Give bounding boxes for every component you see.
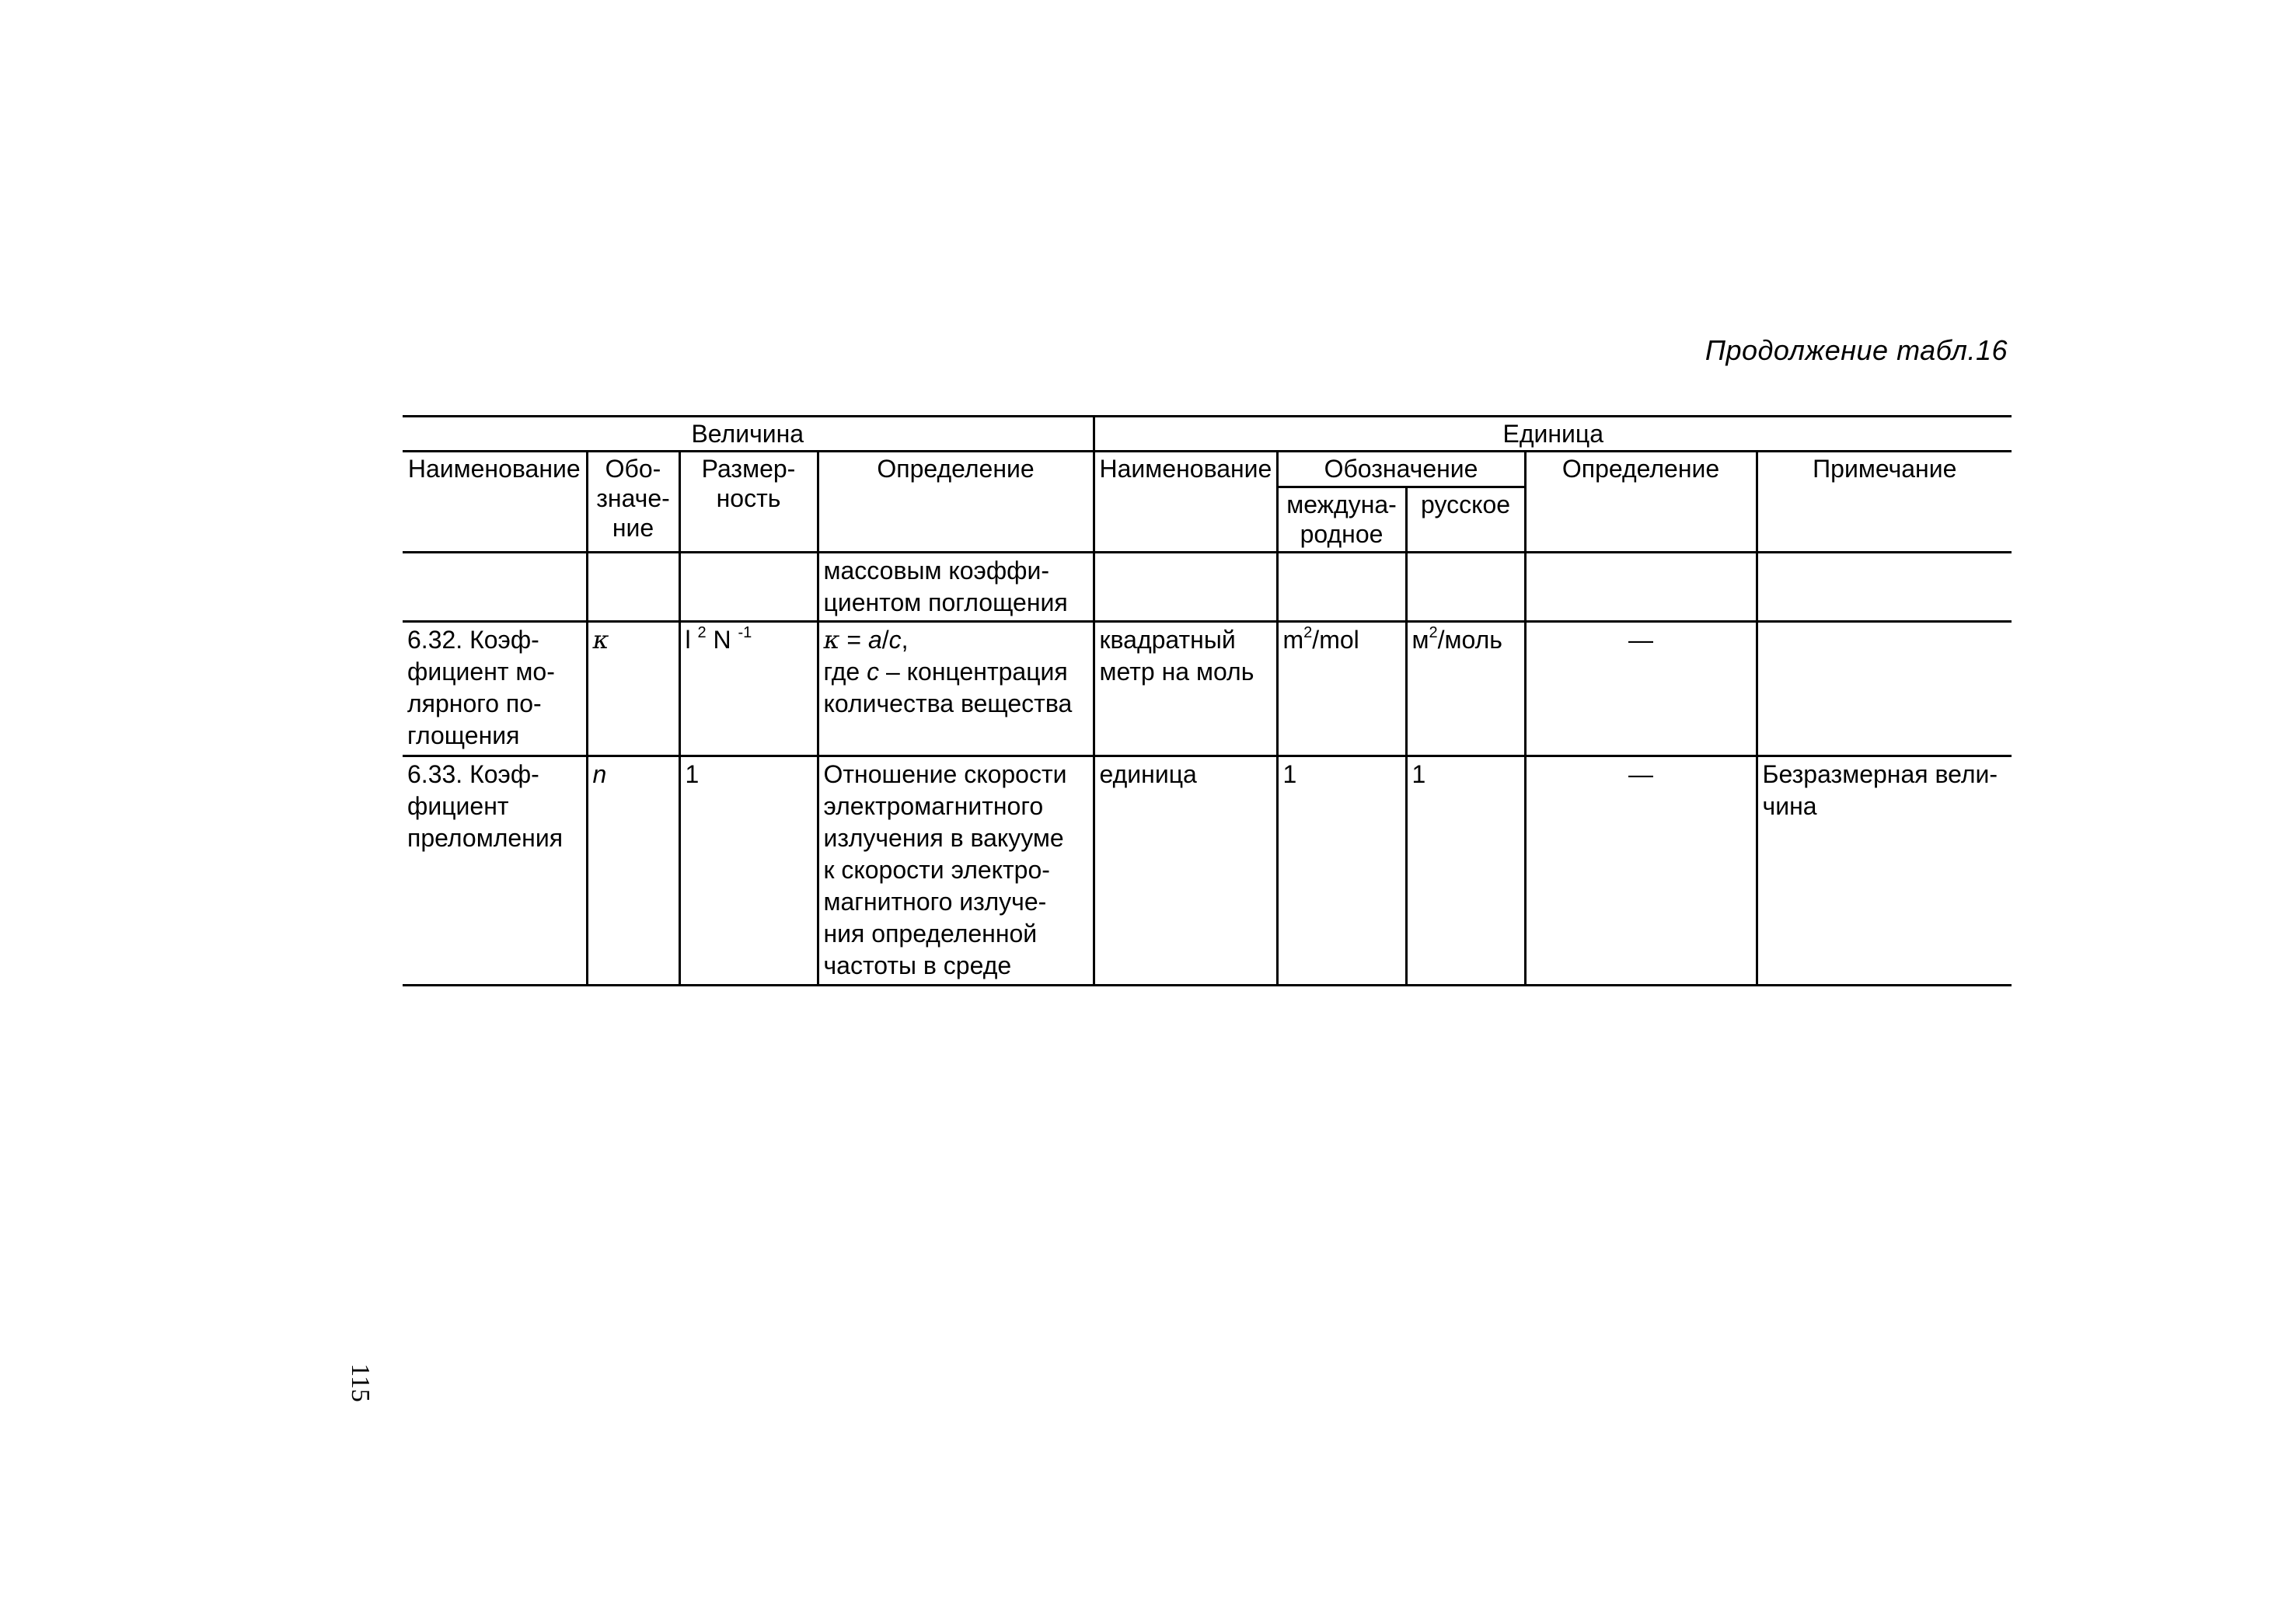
- cell-unit-definition: [1525, 553, 1757, 622]
- table-row: [403, 622, 2012, 756]
- cell-unit-intl: [1277, 622, 1406, 756]
- header-symbol-line1: Обо-: [605, 455, 661, 483]
- header-quantity-dimension: [679, 452, 818, 553]
- dim-l: l: [685, 626, 691, 654]
- definition-line: ния определенной: [823, 920, 1038, 948]
- rus-base: м: [1411, 626, 1429, 654]
- dim-n: N: [713, 626, 731, 654]
- dim-n-exponent: -1: [738, 624, 752, 642]
- cell-unit-intl: 1: [1277, 756, 1406, 986]
- where-word: где: [823, 658, 867, 686]
- rus-exponent: 2: [1429, 624, 1438, 642]
- cell-note: [1757, 622, 2012, 756]
- header-unit-note: Примечание: [1757, 452, 2012, 553]
- intl-base: m: [1282, 626, 1304, 654]
- symbol-n: n: [592, 760, 607, 788]
- cell-definition: [818, 622, 1094, 756]
- formula-c: c: [888, 626, 902, 654]
- definition-line: массовым коэффи-: [823, 557, 1050, 585]
- name-line: лярного по-: [407, 689, 542, 717]
- cell-dimension: [679, 553, 818, 622]
- definition-formula: [824, 624, 1088, 656]
- header-unit-designation: Обозначение: [1277, 452, 1525, 487]
- name-line: глощения: [407, 721, 520, 749]
- cell-unit-intl: [1277, 553, 1406, 622]
- header-quantity-group: Величина: [403, 417, 1094, 452]
- page-number: 115: [345, 1363, 375, 1402]
- cell-note: [1757, 756, 2012, 986]
- note-line: Безразмерная вели-: [1762, 760, 1998, 788]
- cell-definition: [818, 756, 1094, 986]
- formula-kappa: κ: [823, 625, 840, 654]
- header-quantity-symbol: [587, 452, 679, 553]
- name-line: фициент мо-: [407, 658, 555, 686]
- cell-name: [403, 553, 587, 622]
- unit-name-line: метр на моль: [1099, 658, 1254, 686]
- definition-line: количества вещества: [823, 689, 1073, 717]
- definition-line: частоты в среде: [823, 951, 1012, 979]
- intl-rest: /mol: [1312, 626, 1359, 654]
- cell-unit-russian: [1406, 553, 1525, 622]
- name-line: преломления: [407, 824, 564, 852]
- table-row: [403, 553, 2012, 622]
- cell-symbol: [587, 622, 679, 756]
- header-dimension-line1: Размер-: [701, 455, 796, 483]
- name-line: 6.33. Коэф-: [407, 760, 539, 788]
- cell-unit-name: [1094, 553, 1277, 622]
- header-row-groups: [403, 417, 2012, 452]
- cell-note: [1757, 553, 2012, 622]
- header-designation-russian: русское: [1406, 487, 1525, 553]
- table-caption: Продолжение табл.16: [1705, 334, 2008, 366]
- unit-name-line: квадратный: [1099, 626, 1236, 654]
- where-c: c: [867, 658, 880, 686]
- cell-unit-russian: [1406, 622, 1525, 756]
- formula-comma: ,: [901, 626, 909, 654]
- header-quantity-definition: Определение: [818, 452, 1094, 553]
- dim-l-exponent: 2: [697, 624, 707, 642]
- cell-symbol: [587, 553, 679, 622]
- formula-a: a: [867, 626, 882, 654]
- cell-symbol: [587, 756, 679, 986]
- header-symbol-line2: значе-: [596, 484, 670, 512]
- symbol-kappa: κ: [592, 625, 609, 654]
- header-dimension-line2: ность: [716, 484, 781, 512]
- cell-name: [403, 622, 587, 756]
- header-symbol-line3: ние: [612, 514, 654, 542]
- intl-exponent: 2: [1303, 624, 1313, 642]
- definition-line: излучения в вакууме: [823, 824, 1064, 852]
- formula-eq: =: [839, 626, 868, 654]
- definition-line: магнитного излуче-: [823, 888, 1047, 916]
- rus-rest: /моль: [1437, 626, 1502, 654]
- header-unit-name: Наименование: [1094, 452, 1277, 553]
- cell-dimension: 1: [679, 756, 818, 986]
- header-intl-line2: родное: [1300, 520, 1384, 548]
- cell-dimension: [679, 622, 818, 756]
- table-row: [403, 756, 2012, 986]
- definition-line: [824, 656, 1088, 688]
- definition-line: Отношение скорости: [823, 760, 1067, 788]
- cell-unit-name: [1094, 622, 1277, 756]
- definition-line: циентом поглощения: [823, 588, 1068, 616]
- quantities-table: [403, 415, 2012, 986]
- header-unit-definition: Определение: [1525, 452, 1757, 553]
- cell-unit-russian: 1: [1406, 756, 1525, 986]
- cell-unit-definition: —: [1525, 756, 1757, 986]
- header-quantity-name: Наименование: [403, 452, 587, 553]
- header-row-columns: [403, 452, 2012, 487]
- definition-line: к скорости электро-: [823, 856, 1050, 884]
- cell-name: [403, 756, 587, 986]
- formula-slash: /: [881, 626, 889, 654]
- header-unit-group: Единица: [1094, 417, 2012, 452]
- where-rest: – концентрация: [879, 658, 1068, 686]
- name-line: фициент: [407, 792, 509, 820]
- name-line: 6.32. Коэф-: [407, 626, 539, 654]
- cell-unit-name: единица: [1094, 756, 1277, 986]
- note-line: чина: [1762, 792, 1817, 820]
- definition-line: электромагнитного: [823, 792, 1044, 820]
- cell-unit-definition: —: [1525, 622, 1757, 756]
- header-intl-line1: междуна-: [1286, 490, 1397, 518]
- cell-definition: [818, 553, 1094, 622]
- header-designation-international: [1277, 487, 1406, 553]
